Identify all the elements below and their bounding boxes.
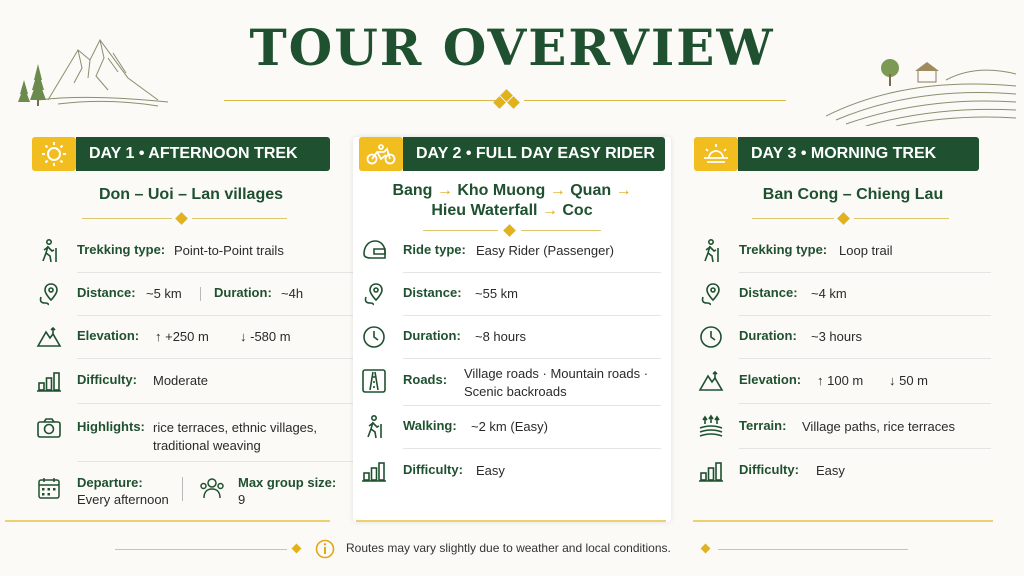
page-title: TOUR OVERVIEW xyxy=(249,18,775,77)
info-icon xyxy=(315,539,335,559)
distance-value: ~5 km xyxy=(146,286,182,301)
bar-chart-icon xyxy=(361,458,387,484)
highlights-value: rice terraces, ethnic villages, traditional weaving xyxy=(153,420,318,453)
footer-note: Routes may vary slightly due to weather and local conditions. xyxy=(346,541,671,555)
difficulty-value: Moderate xyxy=(153,373,208,388)
day-3-route: Ban Cong – Chieng Lau xyxy=(762,186,944,203)
max-group-size-label: Max group size: xyxy=(238,475,337,490)
bar-chart-icon xyxy=(698,458,724,484)
terrain-value: Village paths, rice terraces xyxy=(802,419,955,434)
day-1-route: Don – Uoi – Lan villages xyxy=(98,186,284,203)
sun-icon xyxy=(32,137,76,171)
hiker-icon xyxy=(36,238,62,264)
divider-diamond-icon xyxy=(175,212,188,225)
trekking-type-value: Point-to-Point trails xyxy=(174,243,284,258)
walking-value: ~2 km (Easy) xyxy=(471,419,548,434)
day-3-title: DAY 3 • MORNING TREK xyxy=(738,137,979,171)
map-pin-icon xyxy=(361,281,387,307)
map-pin-icon xyxy=(36,281,62,307)
day-2-title: DAY 2 • FULL DAY EASY RIDER xyxy=(403,137,665,171)
day-1-card xyxy=(32,137,350,522)
arrow-right-icon: → xyxy=(549,182,566,199)
trekking-type-value: Loop trail xyxy=(839,243,893,258)
distance-value: ~4 km xyxy=(811,286,847,301)
distance-label: Distance: xyxy=(77,285,136,300)
group-icon xyxy=(199,475,225,501)
title-rule-left xyxy=(224,100,496,101)
difficulty-label: Difficulty: xyxy=(77,372,137,387)
max-group-size-value: 9 xyxy=(238,492,246,507)
duration-value: ~4h xyxy=(281,286,304,301)
mountain-icon xyxy=(698,368,724,394)
terrain-icon xyxy=(698,414,724,440)
duration-label: Duration: xyxy=(214,285,272,300)
sunrise-icon xyxy=(694,137,738,171)
departure-label: Departure: xyxy=(77,475,143,490)
elevation-loss-value: ↓ 50 m xyxy=(889,373,929,388)
departure-value: Every afternoon xyxy=(77,492,169,507)
arrow-right-icon: → xyxy=(436,182,453,199)
calendar-icon xyxy=(36,475,62,501)
duration-label: Duration: xyxy=(739,328,797,343)
helmet-icon xyxy=(361,238,387,264)
difficulty-label: Difficulty: xyxy=(403,462,463,477)
day-3-card xyxy=(694,137,1012,522)
mountain-icon xyxy=(36,324,62,350)
clock-icon xyxy=(361,324,387,350)
bar-chart-icon xyxy=(36,368,62,394)
footer-diamond-icon xyxy=(292,544,302,554)
walking-label: Walking: xyxy=(403,418,457,433)
highlights-label: Highlights: xyxy=(77,419,145,434)
trekking-type-label: Trekking type: xyxy=(77,242,166,257)
day-2-card xyxy=(353,137,671,522)
trekking-type-label: Trekking type: xyxy=(739,242,828,257)
title-rule-right xyxy=(524,100,786,101)
hiker-icon xyxy=(361,414,387,440)
footer-rule-2 xyxy=(356,520,666,522)
roads-label: Roads: xyxy=(403,372,448,387)
arrow-right-icon: → xyxy=(541,202,558,219)
distance-label: Distance: xyxy=(739,285,798,300)
terrain-label: Terrain: xyxy=(739,418,787,433)
duration-value: ~8 hours xyxy=(475,329,526,344)
motorbike-icon xyxy=(359,137,403,171)
divider-diamond-icon xyxy=(837,212,850,225)
ride-type-value: Easy Rider (Passenger) xyxy=(476,243,614,258)
elevation-label: Elevation: xyxy=(739,372,802,387)
day-2-route: Bang → Kho Muong → Quan → Hieu Waterfall → Coc xyxy=(392,182,632,219)
footer-rule-1 xyxy=(5,520,330,522)
duration-value: ~3 hours xyxy=(811,329,862,344)
elevation-gain-value: ↑ +250 m xyxy=(155,329,209,344)
camera-icon xyxy=(36,415,62,441)
elevation-label: Elevation: xyxy=(77,328,140,343)
road-icon xyxy=(361,368,387,394)
elevation-gain-value: ↑ 100 m xyxy=(817,373,864,388)
map-pin-icon xyxy=(698,281,724,307)
divider-diamond-icon xyxy=(503,224,516,237)
difficulty-label: Difficulty: xyxy=(739,462,799,477)
arrow-right-icon: → xyxy=(615,182,632,199)
duration-label: Duration: xyxy=(403,328,461,343)
clock-icon xyxy=(698,324,724,350)
roads-value: Village roads · Mountain roads · Scenic backroads xyxy=(464,366,649,399)
difficulty-value: Easy xyxy=(816,463,845,478)
ride-type-label: Ride type: xyxy=(403,242,466,257)
hiker-icon xyxy=(698,238,724,264)
day-1-title: DAY 1 • AFTERNOON TREK xyxy=(76,137,330,171)
elevation-loss-value: ↓ -580 m xyxy=(240,329,291,344)
distance-label: Distance: xyxy=(403,285,462,300)
footer-rule-3 xyxy=(693,520,993,522)
difficulty-value: Easy xyxy=(476,463,505,478)
distance-value: ~55 km xyxy=(475,286,518,301)
